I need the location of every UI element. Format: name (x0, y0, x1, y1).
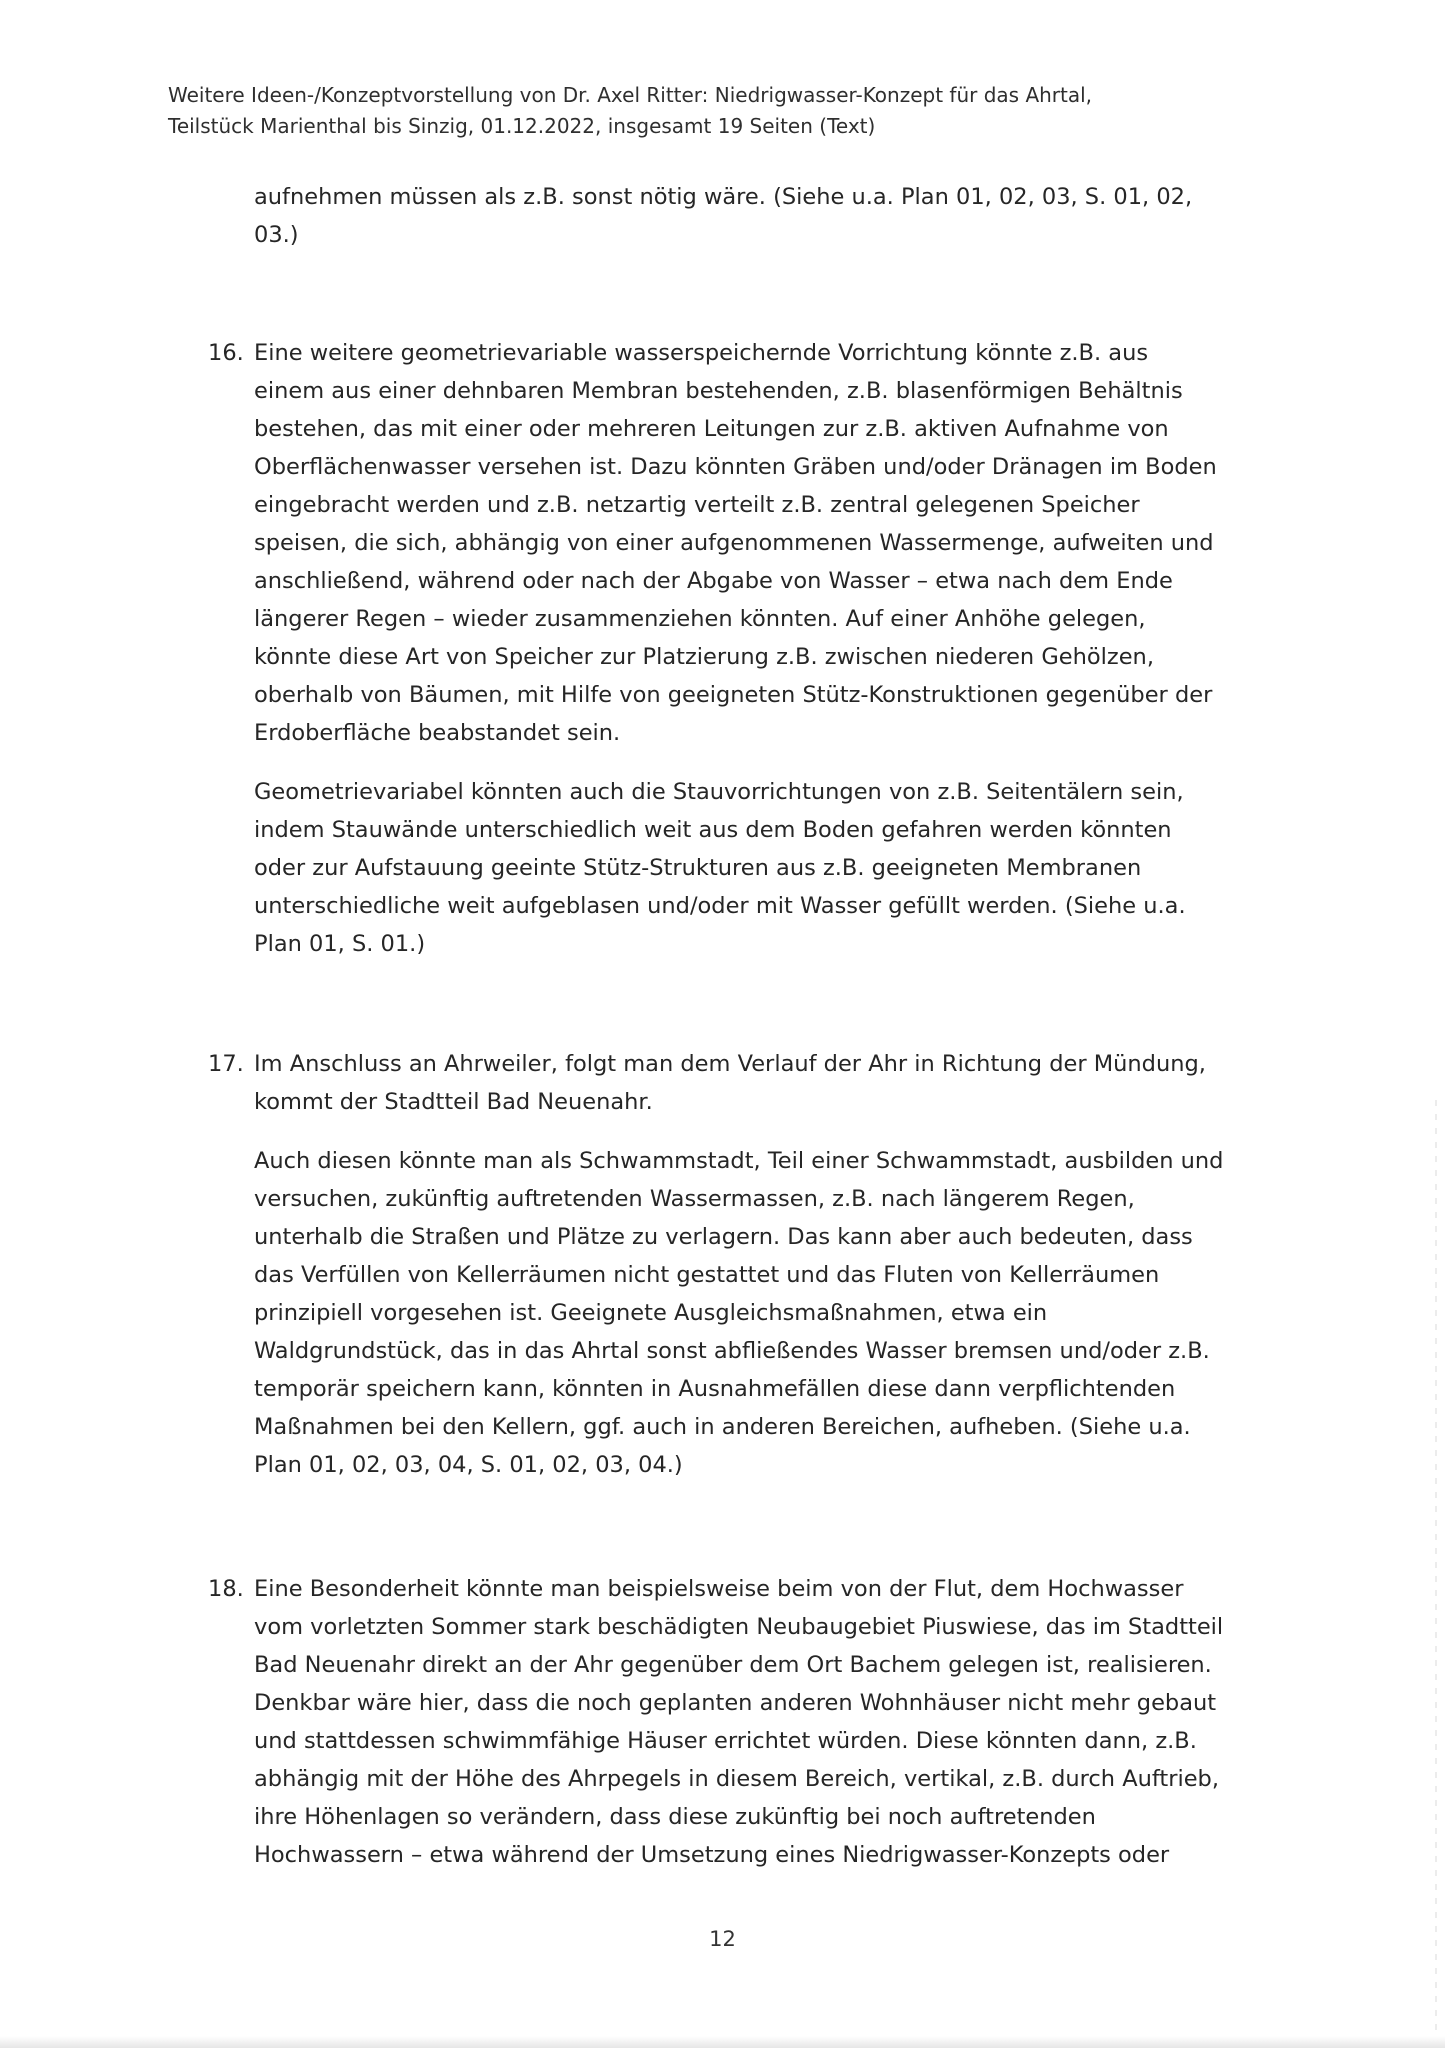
text-line: 03.) (254, 222, 299, 248)
text-line: Bad Neuenahr direkt an der Ahr gegenüber dem Ort Bachem gelegen ist, realisieren. (254, 1652, 1212, 1678)
text-line: Plan 01, S. 01.) (254, 931, 426, 957)
text-line: oberhalb von Bäumen, mit Hilfe von geeigneten Stütz-Konstruktionen gegenüber der (254, 682, 1213, 708)
text-line: Oberflächenwasser versehen ist. Dazu könnten Gräben und/oder Dränagen im Boden (254, 454, 1217, 480)
scan-edge-mark (1435, 1100, 1437, 2040)
text-line: speisen, die sich, abhängig von einer aufgenommenen Wassermenge, aufweiten und (254, 530, 1214, 556)
text-line: aufnehmen müssen als z.B. sonst nötig wäre. (Siehe u.a. Plan 01, 02, 03, S. 01, 02, (254, 184, 1193, 210)
text-line: temporär speichern kann, könnten in Ausnahmefällen diese dann verpflichtenden (254, 1376, 1176, 1402)
text-line: versuchen, zukünftig auftretenden Wassermassen, z.B. nach längerem Regen, (254, 1186, 1135, 1212)
text-line: unterhalb die Straßen und Plätze zu verlagern. Das kann aber auch bedeuten, dass (254, 1224, 1193, 1250)
text-line: vom vorletzten Sommer stark beschädigten Neubaugebiet Piuswiese, das im Stadtteil (254, 1614, 1224, 1640)
text-line: längerer Regen – wieder zusammenziehen könnten. Auf einer Anhöhe gelegen, (254, 606, 1146, 632)
text-line: bestehen, das mit einer oder mehreren Leitungen zur z.B. aktiven Aufnahme von (254, 416, 1169, 442)
page-header (168, 80, 1318, 142)
header-line: Teilstück Marienthal bis Sinzig, 01.12.2022, insgesamt 19 Seiten (Text) (168, 114, 876, 138)
text-line: Waldgrundstück, das in das Ahrtal sonst abfließendes Wasser bremsen und/oder z.B. (254, 1338, 1210, 1364)
text-line: Maßnahmen bei den Kellern, ggf. auch in anderen Bereichen, aufheben. (Siehe u.a. (254, 1414, 1191, 1440)
text-line: kommt der Stadtteil Bad Neuenahr. (254, 1089, 653, 1115)
text-line: Plan 01, 02, 03, 04, S. 01, 02, 03, 04.) (254, 1452, 683, 1478)
text-line: das Verfüllen von Kellerräumen nicht gestattet und das Fluten von Kellerräumen (254, 1262, 1160, 1288)
list-item-number: 18. (208, 1576, 244, 1602)
list-item-number: 16. (208, 340, 244, 366)
scan-bottom-edge (0, 2036, 1445, 2048)
text-line: einem aus einer dehnbaren Membran bestehenden, z.B. blasenförmigen Behältnis (254, 378, 1183, 404)
text-line: abhängig mit der Höhe des Ahrpegels in diesem Bereich, vertikal, z.B. durch Auftrieb, (254, 1766, 1219, 1792)
text-line: Eine weitere geometrievariable wasserspeichernde Vorrichtung könnte z.B. aus (254, 340, 1149, 366)
text-line: Erdoberfläche beabstandet sein. (254, 720, 621, 746)
text-line: Hochwassern – etwa während der Umsetzung eines Niedrigwasser-Konzepts oder (254, 1842, 1170, 1868)
text-line: oder zur Aufstauung geeinte Stütz-Strukturen aus z.B. geeigneten Membranen (254, 855, 1142, 881)
text-line: indem Stauwände unterschiedlich weit aus dem Boden gefahren werden könnten (254, 817, 1172, 843)
text-line: und stattdessen schwimmfähige Häuser errichtet würden. Diese könnten dann, z.B. (254, 1728, 1197, 1754)
text-line: Eine Besonderheit könnte man beispielsweise beim von der Flut, dem Hochwasser (254, 1576, 1184, 1602)
text-line: unterschiedliche weit aufgeblasen und/oder mit Wasser gefüllt werden. (Siehe u.a. (254, 893, 1186, 919)
page-number: 12 (709, 1927, 736, 1951)
list-item-number: 17. (208, 1051, 244, 1077)
text-line: Geometrievariabel könnten auch die Stauvorrichtungen von z.B. Seitentälern sein, (254, 779, 1184, 805)
header-line: Weitere Ideen-/Konzeptvorstellung von Dr. Axel Ritter: Niedrigwasser-Konzept für das Ahrtal, (168, 83, 1093, 107)
text-line: könnte diese Art von Speicher zur Platzierung z.B. zwischen niederen Gehölzen, (254, 644, 1154, 670)
text-line: Im Anschluss an Ahrweiler, folgt man dem Verlauf der Ahr in Richtung der Mündung, (254, 1051, 1206, 1077)
text-line: Auch diesen könnte man als Schwammstadt, Teil einer Schwammstadt, ausbilden und (254, 1148, 1224, 1174)
text-line: ihre Höhenlagen so verändern, dass diese zukünftig bei noch auftretenden (254, 1804, 1096, 1830)
text-line: anschließend, während oder nach der Abgabe von Wasser – etwa nach dem Ende (254, 568, 1173, 594)
text-line: prinzipiell vorgesehen ist. Geeignete Ausgleichsmaßnahmen, etwa ein (254, 1300, 1048, 1326)
text-line: Denkbar wäre hier, dass die noch geplanten anderen Wohnhäuser nicht mehr gebaut (254, 1690, 1217, 1716)
text-line: eingebracht werden und z.B. netzartig verteilt z.B. zentral gelegenen Speicher (254, 492, 1140, 518)
